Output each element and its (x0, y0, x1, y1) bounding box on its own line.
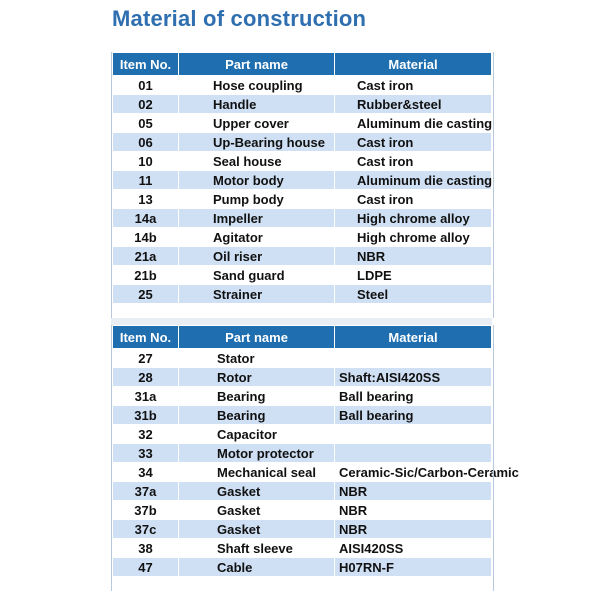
item-no-cell: 11 (113, 171, 179, 190)
item-no-cell: 28 (113, 368, 179, 387)
part-name-cell: Pump body (179, 190, 335, 209)
item-no-cell: 32 (113, 425, 179, 444)
table-row (113, 558, 492, 577)
table-row (113, 247, 492, 266)
materials-table-1 (112, 52, 492, 304)
item-no-cell: 27 (113, 349, 179, 368)
part-name-cell: Oil riser (179, 247, 335, 266)
part-name-cell: Up-Bearing house (179, 133, 335, 152)
item-no-cell: 34 (113, 463, 179, 482)
material-cell: Aluminum die casting (335, 114, 492, 133)
part-name-cell: Gasket (179, 520, 335, 539)
table-row (113, 520, 492, 539)
material-cell: Ball bearing (335, 406, 492, 425)
material-cell: H07RN-F (335, 558, 492, 577)
item-no-cell: 31a (113, 387, 179, 406)
material-cell: High chrome alloy (335, 209, 492, 228)
item-no-cell: 05 (113, 114, 179, 133)
part-name-cell: Shaft sleeve (179, 539, 335, 558)
item-no-cell: 21a (113, 247, 179, 266)
material-cell: Rubber&steel (335, 95, 492, 114)
table-row (113, 228, 492, 247)
part-name-cell: Seal house (179, 152, 335, 171)
part-name-cell: Upper cover (179, 114, 335, 133)
item-no-cell: 21b (113, 266, 179, 285)
material-cell: Cast iron (335, 152, 492, 171)
part-name-cell: Hose coupling (179, 76, 335, 95)
table-row (113, 368, 492, 387)
material-cell: Steel (335, 285, 492, 304)
table-row (113, 539, 492, 558)
material-cell: NBR (335, 482, 492, 501)
table-row (113, 501, 492, 520)
item-no-cell: 37a (113, 482, 179, 501)
material-cell: Aluminum die casting (335, 171, 492, 190)
material-cell: Cast iron (335, 76, 492, 95)
table-row (113, 387, 492, 406)
part-name-cell: Cable (179, 558, 335, 577)
table-row (113, 171, 492, 190)
header-part-name: Part name (179, 326, 335, 349)
material-cell: Cast iron (335, 133, 492, 152)
material-cell: NBR (335, 501, 492, 520)
material-cell: Ceramic-Sic/Carbon-Ceramic (335, 463, 492, 482)
table-row (113, 114, 492, 133)
table-row (113, 209, 492, 228)
item-no-cell: 06 (113, 133, 179, 152)
part-name-cell: Impeller (179, 209, 335, 228)
item-no-cell: 25 (113, 285, 179, 304)
part-name-cell: Bearing (179, 406, 335, 425)
material-cell: Shaft:AISI420SS (335, 368, 492, 387)
part-name-cell: Agitator (179, 228, 335, 247)
header-material: Material (335, 326, 492, 349)
item-no-cell: 37b (113, 501, 179, 520)
table-row (113, 285, 492, 304)
item-no-cell: 33 (113, 444, 179, 463)
part-name-cell: Handle (179, 95, 335, 114)
table-header-row (113, 53, 492, 76)
table-row (113, 349, 492, 368)
part-name-cell: Motor body (179, 171, 335, 190)
table-row (113, 190, 492, 209)
table-row (113, 266, 492, 285)
part-name-cell: Gasket (179, 501, 335, 520)
header-part-name: Part name (179, 53, 335, 76)
item-no-cell: 01 (113, 76, 179, 95)
item-no-cell: 14b (113, 228, 179, 247)
material-cell (335, 425, 492, 444)
table-header-row (113, 326, 492, 349)
item-no-cell: 13 (113, 190, 179, 209)
table-row (113, 406, 492, 425)
item-no-cell: 31b (113, 406, 179, 425)
material-cell: Ball bearing (335, 387, 492, 406)
materials-table-2 (112, 325, 519, 577)
material-cell: NBR (335, 520, 492, 539)
table-row (113, 425, 492, 444)
part-name-cell: Gasket (179, 482, 335, 501)
table-gap (111, 318, 492, 325)
material-cell: Cast iron (335, 190, 492, 209)
table-row (113, 152, 492, 171)
header-item-no: Item No. (113, 326, 179, 349)
material-cell (335, 444, 492, 463)
part-name-cell: Mechanical seal (179, 463, 335, 482)
table-row (113, 76, 492, 95)
table-row (113, 95, 492, 114)
part-name-cell: Strainer (179, 285, 335, 304)
part-name-cell: Motor protector (179, 444, 335, 463)
material-cell: LDPE (335, 266, 492, 285)
header-item-no: Item No. (113, 53, 179, 76)
material-cell (335, 349, 492, 368)
table-row (113, 463, 492, 482)
table-row (113, 133, 492, 152)
material-cell: High chrome alloy (335, 228, 492, 247)
item-no-cell: 14a (113, 209, 179, 228)
part-name-cell: Rotor (179, 368, 335, 387)
material-cell: NBR (335, 247, 492, 266)
item-no-cell: 37c (113, 520, 179, 539)
header-material: Material (335, 53, 492, 76)
table-row (113, 444, 492, 463)
item-no-cell: 38 (113, 539, 179, 558)
page-title: Material of construction (112, 6, 367, 31)
part-name-cell: Sand guard (179, 266, 335, 285)
material-cell: AISI420SS (335, 539, 492, 558)
item-no-cell: 02 (113, 95, 179, 114)
part-name-cell: Bearing (179, 387, 335, 406)
part-name-cell: Stator (179, 349, 335, 368)
table-row (113, 482, 492, 501)
part-name-cell: Capacitor (179, 425, 335, 444)
item-no-cell: 47 (113, 558, 179, 577)
item-no-cell: 10 (113, 152, 179, 171)
